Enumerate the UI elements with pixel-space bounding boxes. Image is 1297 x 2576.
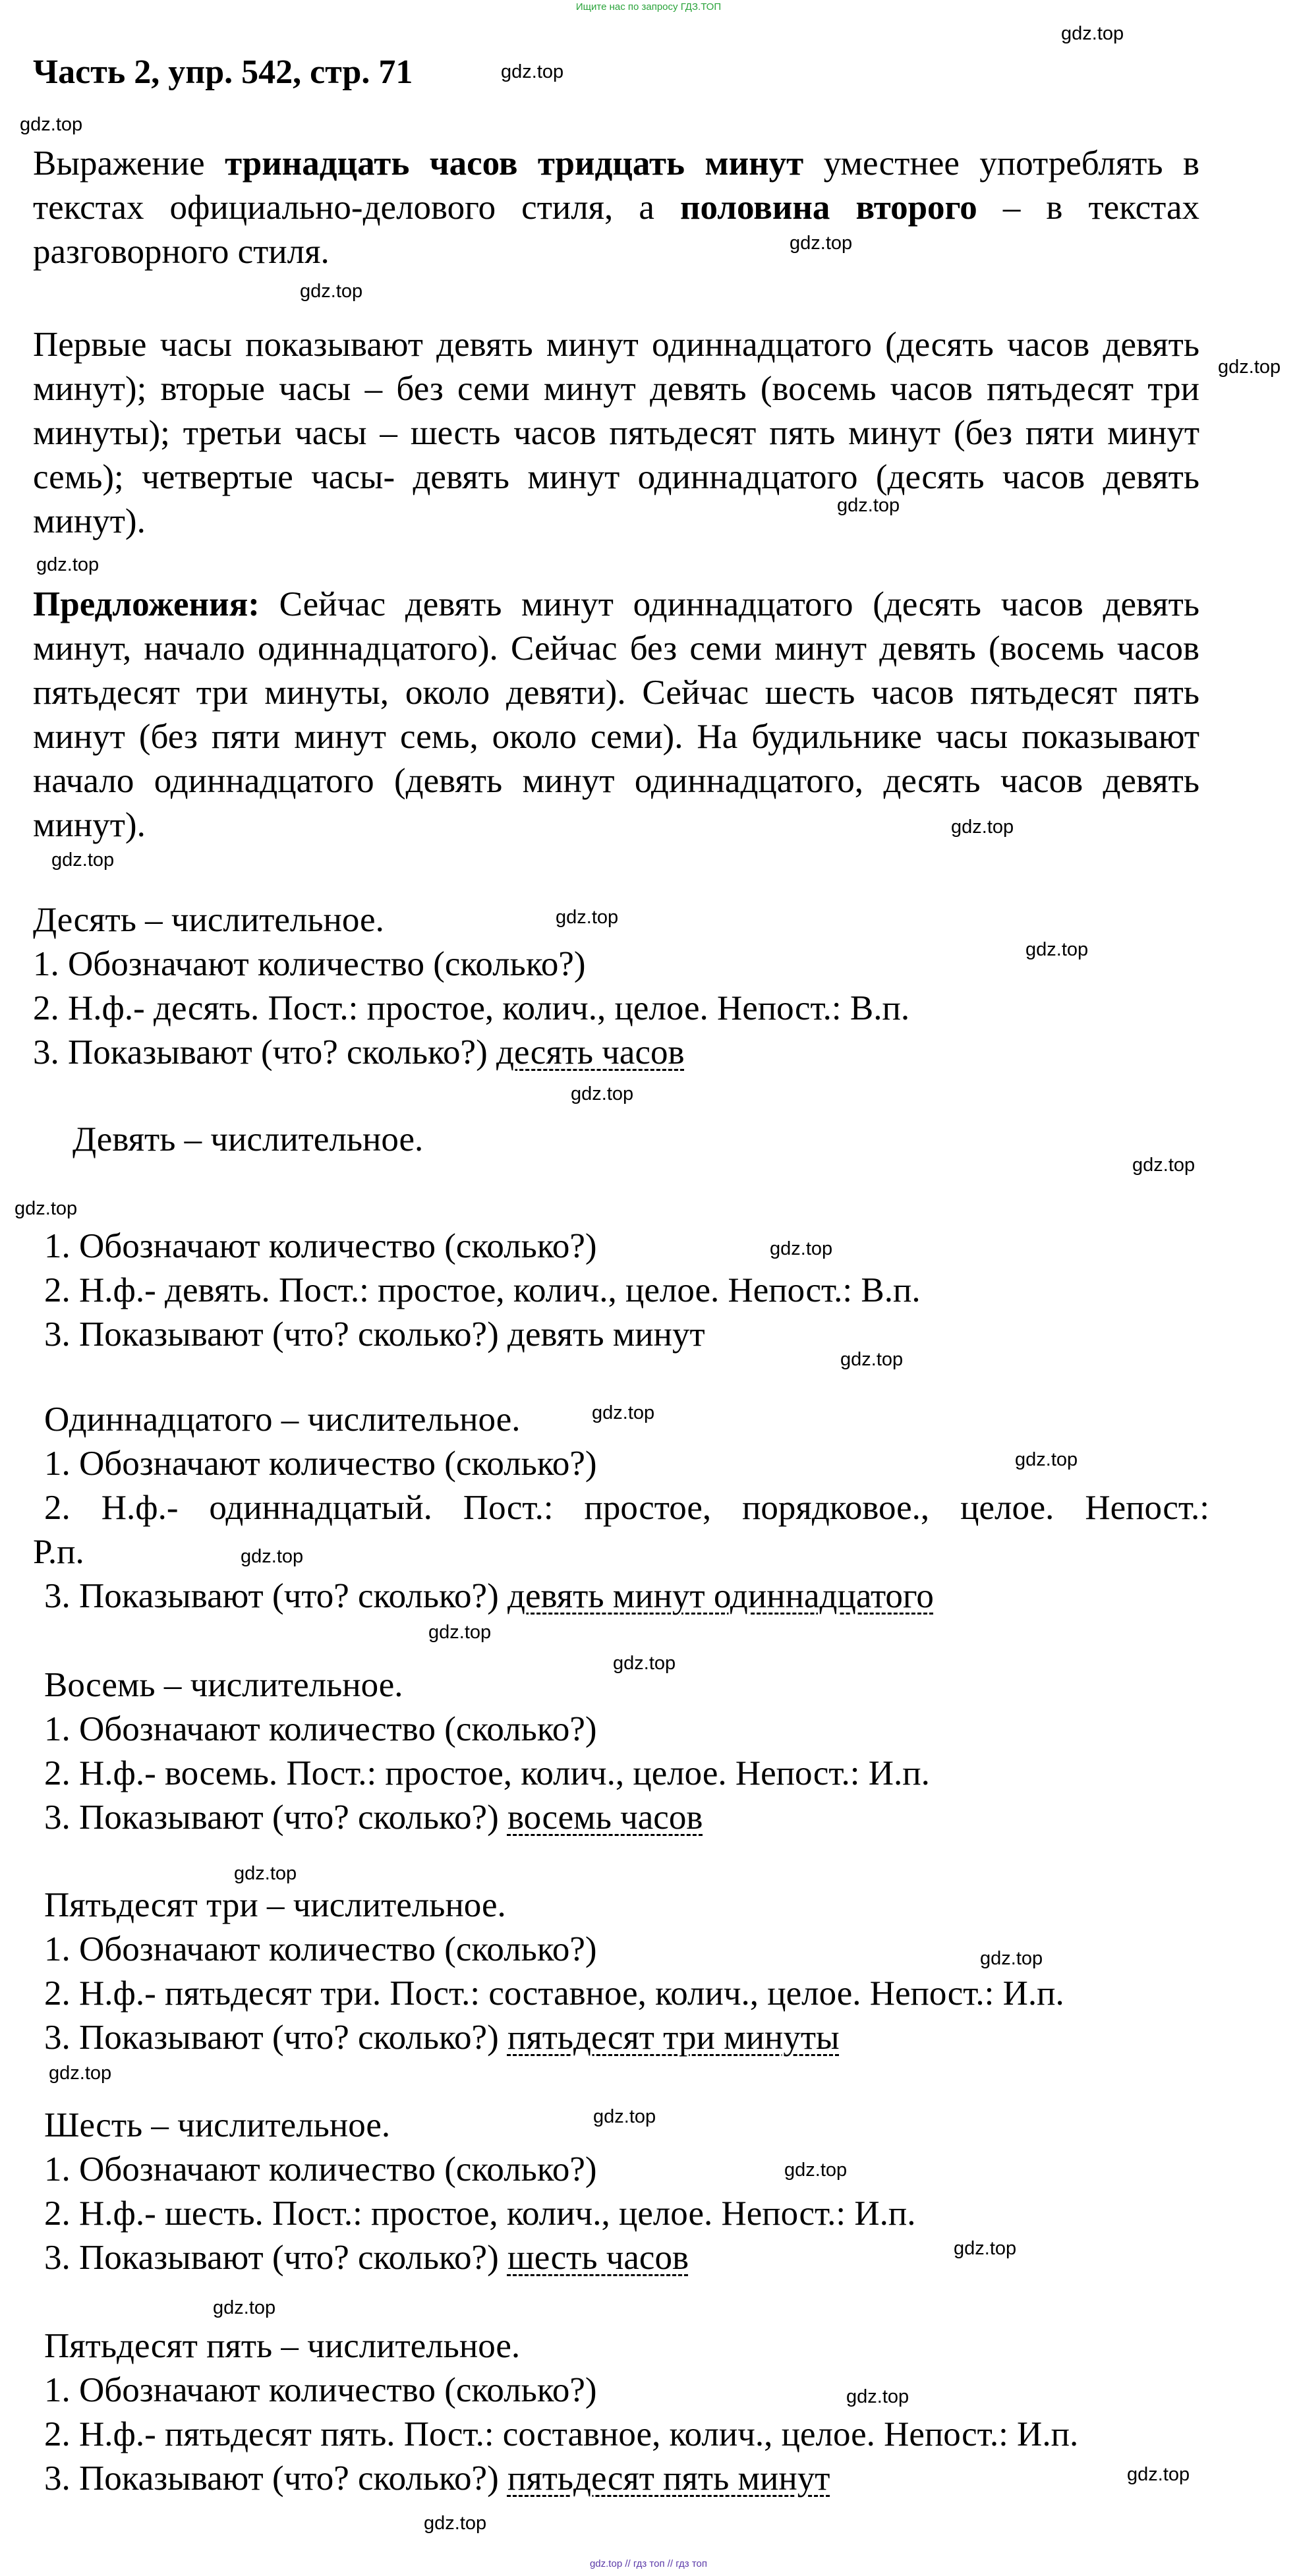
watermark: gdz.top	[556, 907, 619, 928]
analysis-line: 1. Обозначают количество (сколько?)	[44, 1930, 597, 1968]
watermark: gdz.top	[234, 1863, 297, 1884]
watermark: gdz.top	[1218, 357, 1281, 378]
analysis-line: 1. Обозначают количество (сколько?)	[44, 1710, 597, 1748]
watermark: gdz.top	[1127, 2464, 1190, 2485]
watermark: gdz.top	[951, 816, 1014, 838]
analysis-text: 3. Показывают (что? сколько?) девять минут	[44, 1315, 705, 1354]
analysis-line: 2. Н.ф.- девять. Пост.: простое, колич., целое. Непост.: В.п.	[44, 1271, 921, 1309]
underlined-phrase: пятьдесят пять минут	[507, 2459, 830, 2498]
page-title: Часть 2, упр. 542, стр. 71	[33, 53, 413, 91]
watermark: gdz.top	[1025, 939, 1089, 960]
watermark: gdz.top	[1015, 1449, 1078, 1470]
analysis-text: 3. Показывают (что? сколько?)	[33, 1033, 496, 1072]
analysis-line: 2. Н.ф.- восемь. Пост.: простое, колич., целое. Непост.: И.п.	[44, 1754, 930, 1792]
analysis-heading: Десять – числительное.	[33, 901, 384, 939]
analysis-line	[44, 1796, 703, 1840]
watermark: gdz.top	[501, 61, 564, 82]
watermark: gdz.top	[213, 2297, 276, 2318]
watermark: gdz.top	[49, 2063, 112, 2084]
analysis-line: 2. Н.ф.- одиннадцатый. Пост.: простое, порядковое., целое. Непост.:	[44, 1489, 1209, 1527]
watermark: gdz.top	[784, 2160, 848, 2181]
analysis-line: 2. Н.ф.- десять. Пост.: простое, колич., целое. Непост.: В.п.	[33, 989, 910, 1027]
intro-paragraph	[33, 142, 1199, 274]
watermark: gdz.top	[428, 1622, 492, 1643]
analysis-line: 1. Обозначают количество (сколько?)	[44, 1227, 597, 1265]
analysis-text: 3. Показывают (что? сколько?)	[44, 2459, 507, 2498]
intro-bold-phrase: половина второго	[679, 188, 977, 227]
watermark: gdz.top	[840, 1349, 904, 1370]
analysis-text: 3. Показывают (что? сколько?)	[44, 2018, 507, 2057]
watermark: gdz.top	[846, 2386, 909, 2407]
intro-text: уместнее употреблять в текстах официально-делового стиля, а	[33, 144, 1199, 227]
intro-text: Выражение	[33, 144, 225, 183]
analysis-text: 3. Показывают (что? сколько?)	[44, 2239, 507, 2277]
watermark: gdz.top	[51, 849, 115, 871]
watermark: gdz.top	[1061, 23, 1124, 44]
watermark: gdz.top	[424, 2513, 487, 2534]
analysis-line	[44, 2236, 689, 2280]
watermark: gdz.top	[613, 1653, 676, 1674]
watermark: gdz.top	[593, 2106, 656, 2127]
analysis-line	[44, 2016, 840, 2060]
watermark: gdz.top	[770, 1238, 833, 1259]
watermark: gdz.top	[571, 1083, 634, 1104]
analysis-text: 3. Показывают (что? сколько?)	[44, 1577, 507, 1615]
underlined-phrase: девять минут одиннадцатого	[507, 1577, 934, 1615]
watermark: gdz.top	[592, 1402, 655, 1423]
watermark: gdz.top	[241, 1546, 304, 1567]
watermark: gdz.top	[14, 1198, 78, 1219]
analysis-line	[44, 1574, 934, 1618]
watermark: gdz.top	[837, 495, 900, 516]
analysis-line: 2. Н.ф.- пятьдесят пять. Пост.: составное, колич., целое. Непост.: И.п.	[44, 2415, 1079, 2453]
underlined-phrase: пятьдесят три минуты	[507, 2018, 840, 2057]
analysis-line: 1. Обозначают количество (сколько?)	[44, 2150, 597, 2189]
watermark: gdz.top	[980, 1948, 1043, 1969]
top-banner[interactable]: Ищите нас по запросу ГДЗ.ТОП	[575, 1, 722, 13]
watermark: gdz.top	[300, 281, 363, 302]
analysis-line: 1. Обозначают количество (сколько?)	[33, 945, 586, 983]
analysis-text: 3. Показывают (что? сколько?)	[44, 1798, 507, 1837]
intro-text: – в текстах разговорного стиля.	[33, 188, 1199, 271]
clocks-paragraph: Первые часы показывают девять минут одиннадцатого (десять часов девять минут); вторые часы – без семи минут девять (восемь часов пятьдесят три минуты); третьи часы – шесть часов пятьдесят пять минут (без пяти минут семь); четвертые часы- девять минут одиннадцатого (десять часов девять минут).	[33, 326, 1199, 540]
watermark: gdz.top	[790, 233, 853, 254]
analysis-line	[44, 1313, 705, 1357]
analysis-heading: Пятьдесят пять – числительное.	[44, 2327, 521, 2365]
analysis-heading: Восемь – числительное.	[44, 1666, 403, 1704]
analysis-heading: Шесть – числительное.	[44, 2106, 391, 2144]
analysis-line: 1. Обозначают количество (сколько?)	[44, 1445, 597, 1483]
analysis-line: 2. Н.ф.- пятьдесят три. Пост.: составное, колич., целое. Непост.: И.п.	[44, 1974, 1064, 2013]
underlined-phrase: восемь часов	[507, 1798, 703, 1837]
analysis-line	[44, 2457, 830, 2501]
watermark: gdz.top	[20, 114, 83, 135]
watermark: gdz.top	[36, 554, 100, 575]
analysis-heading: Одиннадцатого – числительное.	[44, 1400, 521, 1439]
sentences-label: Предложения:	[33, 585, 260, 623]
analysis-line: 1. Обозначают количество (сколько?)	[44, 2371, 597, 2409]
intro-bold-phrase: тринадцать часов тридцать минут	[225, 144, 804, 183]
analysis-heading: Девять – числительное.	[72, 1120, 424, 1159]
sentences-paragraph	[33, 583, 1199, 847]
footer-links[interactable]: gdz.top // гдз топ // гдз топ	[589, 2558, 708, 2569]
analysis-line: Р.п.	[33, 1533, 84, 1571]
watermark: gdz.top	[1132, 1155, 1196, 1176]
analysis-line: 2. Н.ф.- шесть. Пост.: простое, колич., целое. Непост.: И.п.	[44, 2194, 916, 2233]
underlined-phrase: шесть часов	[507, 2239, 689, 2277]
sentences-text: Сейчас девять минут одиннадцатого (десять часов девять минут, начало одиннадцатого). Сейчас без семи минут девять (восемь часов пятьдесят три минуты, около девяти). Сейчас шесть часов пятьдесят пять минут (без пяти минут семь, около семи). На будильнике часы показывают начало одиннадцатого (девять минут одиннадцатого, десять часов девять минут).	[33, 585, 1199, 844]
analysis-line	[33, 1031, 685, 1075]
underlined-phrase: десять часов	[496, 1033, 685, 1072]
watermark: gdz.top	[954, 2238, 1017, 2259]
analysis-heading: Пятьдесят три – числительное.	[44, 1886, 506, 1924]
